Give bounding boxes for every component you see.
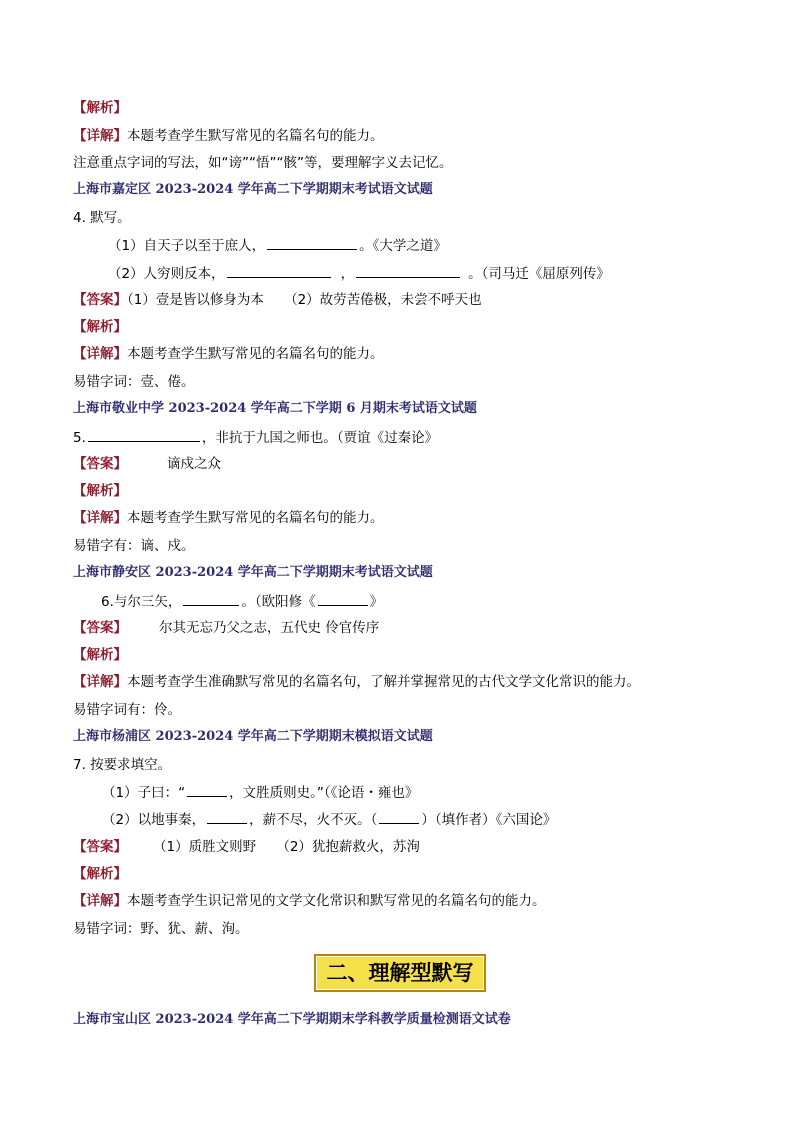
detail-row-q6: 【详解】本题考查学生准确默写常见的名篇名句，了解并掌握常见的古代文学文化常识的能力。 (73, 674, 640, 690)
source-q4: 上海市嘉定区 2023-2024 学年高二下学期期末考试语文试题 (73, 182, 433, 197)
analysis-label-q7: 【解析】 (73, 866, 127, 882)
errors-row-q6: 易错字词有：伶。 (73, 702, 181, 718)
detail-row-3: 【详解】本题考查学生默写常见的名篇名句的能力。 (73, 128, 384, 144)
stem-q6: 6.与尔三矢， 。（欧阳修《 》 (101, 591, 383, 612)
analysis-label-q6: 【解析】 (73, 647, 127, 663)
detail-row-q7: 【详解】本题考查学生识记常见的文学文化常识和默写常见的名篇名句的能力。 (73, 893, 546, 909)
note-row-3: 注意重点字词的写法，如“谤”“悟”“骸”等，要理解字义去记忆。 (73, 155, 453, 171)
errors-row-q5: 易错字有：谪、戍。 (73, 538, 195, 554)
answer-blank[interactable] (183, 591, 239, 606)
answer-blank[interactable] (356, 263, 460, 278)
analysis-label-3: 【解析】 (73, 100, 127, 116)
source-q6: 上海市静安区 2023-2024 学年高二下学期期末考试语文试题 (73, 565, 433, 580)
answer-blank[interactable] (227, 263, 331, 278)
answer-blank[interactable] (88, 427, 200, 442)
answer-row-q6: 【答案】 尔其无忘乃父之志，五代史 伶官传序 (73, 620, 380, 636)
q7-sub2: （2）以地事秦， ，薪不尽，火不灭。（ ）（填作者）《六国论》 (102, 809, 556, 830)
answer-blank[interactable] (379, 809, 419, 824)
source-q5: 上海市敬业中学 2023-2024 学年高二下学期 6 月期末考试语文试题 (73, 401, 477, 416)
answer-blank[interactable] (187, 782, 227, 797)
stem-q7: 7. 按要求填空。 (73, 757, 172, 773)
answer-row-q5: 【答案】 谪戍之众 (73, 456, 221, 472)
analysis-label-q4: 【解析】 (73, 319, 127, 335)
answer-blank[interactable] (207, 809, 247, 824)
q4-sub2: （2）人穷则反本， ， 。（司马迁《屈原列传》 (108, 263, 610, 284)
errors-row-q7: 易错字词：野、犹、薪、洵。 (73, 921, 249, 937)
detail-row-q4: 【详解】本题考查学生默写常见的名篇名句的能力。 (73, 346, 384, 362)
q4-sub1: （1）自天子以至于庶人， 。《大学之道》 (108, 235, 447, 256)
answer-blank[interactable] (267, 235, 357, 250)
stem-q5: 5. ，非抗于九国之师也。（贾谊《过秦论》 (73, 427, 438, 448)
errors-row-q4: 易错字词：壹、倦。 (73, 374, 195, 390)
stem-q4: 4. 默写。 (73, 210, 131, 226)
answer-row-q4: 【答案】（1）壹是皆以修身为本 （2）故劳苦倦极，未尝不呼天也 (73, 292, 482, 308)
analysis-label-q5: 【解析】 (73, 483, 127, 499)
detail-row-q5: 【详解】本题考查学生默写常见的名篇名句的能力。 (73, 510, 384, 526)
section-heading: 二、理解型默写 (314, 954, 486, 992)
q7-sub1: （1）子曰：“ ，文胜质则史。”（《论语・雍也》 (102, 782, 418, 803)
answer-row-q7: 【答案】 （1）质胜文则野 （2）犹抱薪救火，苏洵 (73, 839, 420, 855)
source-q7: 上海市杨浦区 2023-2024 学年高二下学期期末模拟语文试题 (73, 729, 433, 744)
answer-blank[interactable] (318, 591, 368, 606)
source-next: 上海市宝山区 2023-2024 学年高二下学期期末学科教学质量检测语文试卷 (73, 1012, 511, 1027)
